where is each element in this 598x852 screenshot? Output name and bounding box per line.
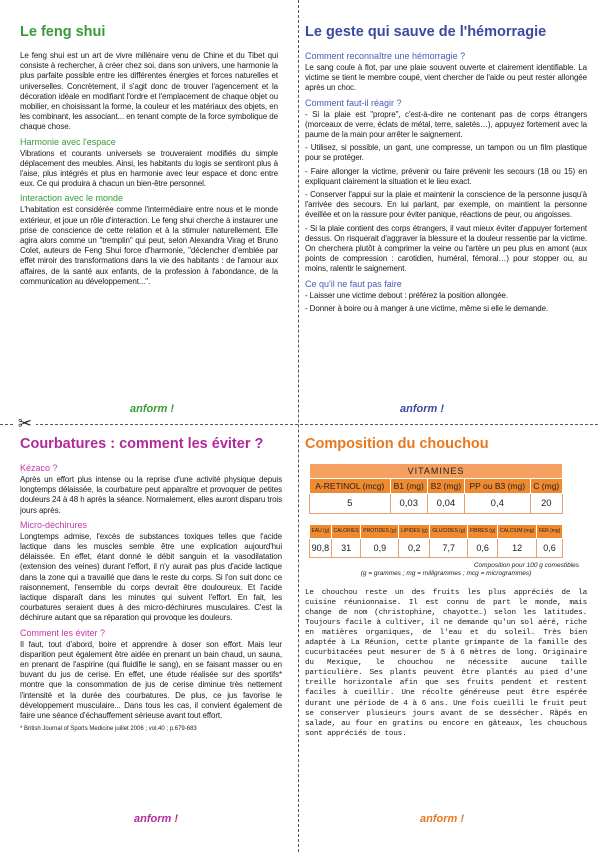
courbatures-sub-eviter: Comment les éviter ?	[20, 627, 106, 638]
courbatures-text-micro: Longtemps admise, l'excès de substances toxiques telles que l'acide lactique dans les muscles semble être une explication aujourd'hui délaissée. En effet, étant donné le débit sanguin et la vasodilatation (extension des veines) durant l'effort, il n'y aurait pas plus d'acide lactique dans la zone qui a travaillé que dans le reste du corps. Si l'on suit donc ce raisonnement, l'ensemble du corps devrait être douloureux. Et l'acide lactique disparaît dans les minutes qui suivent l'effort. En fait, les courbatures seraient dues à des micro-déchirures musculaires. C'est la déchirure autant que sa réparation qui provoque les douleurs.	[20, 531, 282, 623]
cut-line-vertical	[298, 0, 299, 852]
footer-brand: anform !	[400, 403, 444, 415]
courbatures-text-eviter: Il faut, tout d'abord, boire et apprendre à doser son effort. Mais leur disparition peut également être aidée en prenant un bain chaud, un sauna, en prenant de l'aspirine (qui fluidifie le sang), en se faisant masser ou en buvant du jus de cerise. En effet, une étude réalisée sur des sportifs* montre que la consommation de jus de cerise diminue très nettement l'intensité et la durée des courbatures. De plus, ce jus favorise le développement musculaire... Dans tous les cas, il convient également de faire une séance d'échauffement sérieuse avant tout effort.	[20, 639, 282, 721]
courbatures-panel	[20, 436, 282, 816]
cut-line-horizontal	[0, 424, 598, 425]
nutrition-header: GLUCIDES (g)	[430, 525, 468, 539]
feng-shui-panel	[20, 24, 278, 394]
feng-shui-text-espace: Vibrations et courants universels se trouveraient modifiés du simple déplacement des meubles. Ainsi, les habitants du logis se sentiront plus à l'aise, plus intégrés et plus en harmonie avec leur espace et donc entre eux. Ce qui produira à chacun un bien-être personnel.	[20, 148, 278, 189]
feng-shui-intro: Le feng shui est un art de vivre millénaire venu de Chine et du Tibet qui consiste à rechercher, à créer chez soi, dans son univers, une harmonie la plus parfaite possible entre les différentes énergies et forces naturelles et universelles. Concrètement, il s'agit donc de trouver l'agencement et la décoration idéale en modifiant l'ordre et l'emplacement de chaque objet ou mobilier, en choisissant la forme, la couleur et les matériaux des objets, en les combinant, les associant... en tenant compte de la force symbolique de chaque chose.	[20, 51, 278, 132]
hemorragie-line: - Utilisez, si possible, un gant, une compresse, un tampon ou un film plastique pour se protéger.	[305, 143, 587, 163]
nutrition-header: EAU (g)	[310, 525, 332, 539]
hemorragie-dont-line: - Donner à boire ou à manger à une victime, même si elle le demande.	[305, 303, 549, 313]
vitamine-value: 0,04	[427, 494, 464, 514]
nutrition-header: FIBRES (g)	[468, 525, 498, 539]
nutrition-table	[309, 524, 563, 558]
vitamines-table	[309, 463, 563, 514]
nutrition-value: 0,6	[468, 538, 498, 557]
chouchou-title: Composition du chouchou	[305, 436, 489, 452]
vitamine-value: 0,4	[465, 494, 531, 514]
vitamine-header: B2 (mg)	[427, 479, 464, 494]
nutrition-value: 90,8	[310, 538, 332, 557]
table-caption: Composition pour 100 g comestibles	[473, 561, 579, 569]
table-units-legend: (g = grammes ; mg = milligrammes ; mcg = microgrammes)	[360, 569, 532, 577]
hemorragie-line: - Conserver l'appui sur la plaie et maintenir la conscience de la personne jusqu'à l'arrivée des secours. En lui parlant, par exemple, on maintient la personne éveillée et on la rassure pour éviter panique, réactions de peur, ou angoisses.	[305, 190, 587, 220]
vitamine-value: 20	[530, 494, 562, 514]
nutrition-header: FER (mg)	[537, 525, 563, 539]
hemorragie-sub-reagir: Comment faut-il réagir ?	[305, 97, 402, 108]
hemorragie-panel	[305, 24, 587, 394]
chouchou-text: Le chouchou reste un des fruits les plus appréciés de la cuisine réunionnaise. Il est connu de part le monde, mais change de nom (christophine, chayotte…) selon les latitudes. Toujours facile à cultiver, il ne demande qu'un sol aéré, riche en matières organiques, de l'eau et du soleil. Très bien adaptée à La Réunion, cette plante grimpante de la famille des cucurbitacées peut mesurer de 5 à 6 mètres de long. Originaire du Mexique, le chouchou ne nécessite aucune taille particulière. Ses plants peuvent être plantés au pied d'une treille horizontale afin que ses fruits pendent et restent faciles à cueillir. Une récolte généreuse peut être espérée durant une période de 4 à 6 ans. Une fois cueilli le fruit peut se conserver plusieurs jours avant de se dessécher. Râpés en salade, au four en gratins ou encore en gâteaux, les chouchous sont appréciés de tous.	[305, 588, 587, 738]
courbatures-title: Courbatures : comment les éviter ?	[20, 436, 264, 452]
vitamine-header: C (mg)	[530, 479, 562, 494]
footer-brand: anform !	[130, 403, 174, 415]
hemorragie-text-reconnaitre: Le sang coule à flot, par une plaie souvent ouverte et clairement identifiable. La victime se tient le membre coupé, vient chercher de l'aide ou peut rester allongée après un choc.	[305, 63, 587, 93]
hemorragie-title: Le geste qui sauve de l'hémorragie	[305, 24, 547, 40]
hemorragie-dont-line: - Laisser une victime debout : préférez la position allongée.	[305, 290, 508, 300]
nutrition-value: 7,7	[430, 538, 468, 557]
nutrition-value: 0,6	[537, 538, 563, 557]
hemorragie-line: - Si la plaie est "propre", c'est-à-dire ne contenant pas de corps étrangers (morceaux de verre, éclats de métal, terre, saletés…), appuyez fortement avec la paume de la main pour arrêter le saignement.	[305, 109, 587, 140]
hemorragie-sub-reconnaitre: Comment reconnaître une hémorragie ?	[305, 51, 466, 61]
vitamine-header: B1 (mg)	[390, 479, 427, 494]
nutrition-header: CALCIUM (mg)	[498, 525, 537, 539]
vitamine-header: A-RETINOL (mcg)	[310, 479, 391, 494]
vitamine-value: 5	[310, 494, 391, 514]
courbatures-text-kezaco: Après un effort plus intense ou la reprise d'une activité physique depuis longtemps délaissée, la courbature peut apparaître et provoquer de petites douleurs 24 à 48 h après la séance. Normalement, elles auront disparu trois jours après.	[20, 475, 282, 515]
vitamine-value: 0,03	[390, 494, 427, 514]
feng-shui-title: Le feng shui	[20, 24, 106, 40]
feng-shui-sub-espace: Harmonie avec l'espace	[20, 136, 116, 147]
vitamine-header: PP ou B3 (mg)	[465, 479, 531, 494]
courbatures-sub-kezaco: Kézaco ?	[20, 463, 58, 473]
hemorragie-line: - Faire allonger la victime, prévenir ou faire prévenir les secours (18 ou 15) en expliquant clairement la situation et le lieu exact.	[305, 166, 587, 186]
footer-brand: anform !	[420, 813, 464, 825]
feng-shui-text-monde: L'habitation est considérée comme l'intermédiaire entre nous et le monde extérieur, et joue un rôle d'interaction. Le feng shui cherche à instaurer une prise de conscience de cette relation et à la stimuler naturellement. Elle agira alors comme un "tremplin" qui peut, selon Alexandra Virag et Bruno Colet, auteurs de Feng Shui force d'harmonie, "déclencher d'emblée par effet miroir des transformations dans la vie des habitants : de l'amour aux affaires, de la santé aux enfants, de la profession à l'abondance, de la communication au développement...".	[20, 205, 278, 286]
courbatures-sub-micro: Micro-déchirures	[20, 519, 88, 530]
hemorragie-sub-ne-pas-faire: Ce qu'il ne faut pas faire	[305, 278, 402, 289]
feng-shui-sub-monde: Interaction avec le monde	[20, 193, 124, 204]
nutrition-value: 0,2	[399, 538, 430, 557]
courbatures-footnote: * British Journal of Sports Medicine juillet 2006 ; vol.40 ; p.679-683	[20, 726, 197, 733]
hemorragie-line: - Si la plaie contient des corps étrangers, il vaut mieux éviter d'appuyer fortement dessus. On risquerait d'aggraver la blessure et la douleur ressentie par la victime. On cherchera plutôt à comprimer la veine ou l'artère un peu plus en amont (aux points de compression : carotidien, huméral, fémoral…) pour stopper ou, au moins, ralentir le saignement.	[305, 223, 587, 274]
nutrition-header: CALORIES	[331, 525, 361, 539]
footer-brand: anform !	[134, 813, 178, 825]
nutrition-value: 12	[498, 538, 537, 557]
nutrition-header: LIPIDES (g)	[399, 525, 430, 539]
scissors-icon: ✂	[14, 414, 36, 434]
vitamines-title: VITAMINES	[310, 464, 563, 479]
chouchou-panel	[305, 436, 587, 816]
nutrition-value: 31	[331, 538, 361, 557]
nutrition-header: PROTIDES (g)	[361, 525, 399, 539]
nutrition-value: 0,9	[361, 538, 399, 557]
